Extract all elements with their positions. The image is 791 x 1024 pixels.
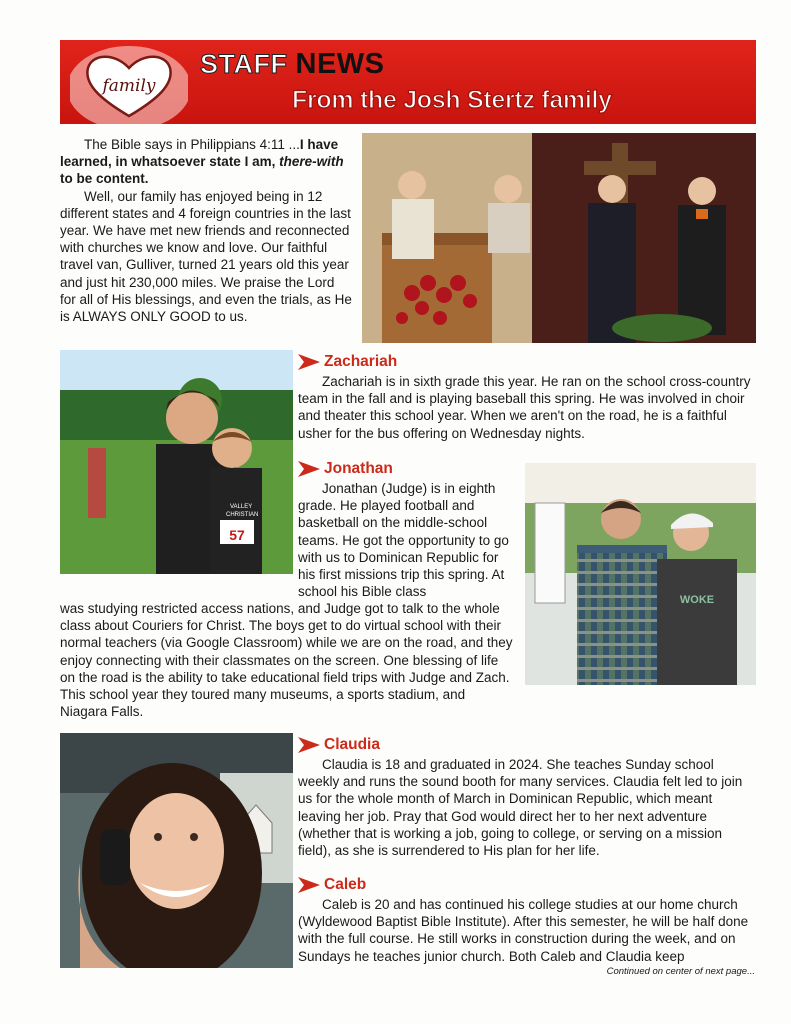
banner-title xyxy=(200,48,385,81)
banner-subtitle: From the Josh Stertz family xyxy=(292,86,612,114)
heading-jonathan xyxy=(298,460,393,478)
family-heart-logo xyxy=(70,44,188,124)
red-arrow-icon xyxy=(298,461,320,477)
bib-line-2: CHRISTIAN xyxy=(226,512,259,518)
jonathan-body-b: was studying restricted access nations, and Judge got to talk to the whole class about Couriers for Christ. The boys get to do virtual school with their normal teachers (via Google Classroom) while we are on the road, and they enjoy connecting with their classmates on the screen. One blessing of life on the road is the ability to take educational field trips with Judge and Zach. This school year they toured many museums, a sports stadium, and Niagara Falls. xyxy=(60,601,513,720)
shirt-text: WOKE xyxy=(679,594,715,606)
zachariah-text xyxy=(298,373,756,442)
staff-label: STAFF xyxy=(200,49,288,79)
intro-text xyxy=(60,136,352,325)
heading-claudia xyxy=(298,736,380,754)
jonathan-body-a: Jonathan (Judge) is in eighth grade. He played football and basketball on the middle-school teams. He got the opportunity to go with us to Dominican Republic for his first missions trip this spring. At school his Bible class xyxy=(298,481,509,600)
intro-paragraph-1 xyxy=(60,136,352,188)
caleb-text xyxy=(298,896,756,965)
jonathan-text-column xyxy=(298,480,516,600)
heading-zachariah xyxy=(298,353,397,371)
jonathan-photo xyxy=(525,463,756,685)
continued-note: Continued on center of next page... xyxy=(606,966,755,977)
zachariah-body: Zachariah is in sixth grade this year. He ran on the school cross-country team in the fall and is playing baseball this spring. He was involved in choir and theater this school year. When we aren't on the road, he is a faithful usher for the bus offering on Wednesday nights. xyxy=(298,374,751,441)
jonathan-text-wide xyxy=(60,600,516,720)
bib-number: 57 xyxy=(229,527,245,543)
zachariah-photo xyxy=(60,350,293,574)
claudia-text xyxy=(298,756,756,859)
intro-lead: The Bible says in Philippians 4:11 ... xyxy=(84,137,300,152)
caleb-name: Caleb xyxy=(324,876,367,893)
intro-quote: I have learned, in whatsoever state I am, there-with to be content. xyxy=(60,137,344,187)
claudia-body: Claudia is 18 and graduated in 2024. She teaches Sunday school weekly and runs the sound booth for many services. Claudia felt led to join us for the whole month of March in Dominican Republic, which meant leaving her job. Pray that God would direct her to her next adventure (whether that is working a job, going to college, or serving on a mission field), as she is surrendered to His plan for her life. xyxy=(298,757,743,859)
red-arrow-icon xyxy=(298,877,320,893)
caleb-body: Caleb is 20 and has continued his college studies at our home church (Wyldewood Baptist Bible Institute). After this semester, he will be half done with the full course. He still works in construction during the week, and on Sundays he teaches junior church. Both Caleb and Claudia keep xyxy=(298,897,749,964)
intro-paragraph-2: Well, our family has enjoyed being in 12 different states and 4 foreign countries in the last year. We have met new friends and reconnected with churches we know and love. Our faithful travel van, Gulliver, turned 21 years old this year and just hit 230,000 miles. We praise the Lord for all of His blessings, and even the trials, as He is ALWAYS ONLY GOOD to us. xyxy=(60,188,352,325)
family-singing-photo xyxy=(362,133,756,343)
zachariah-name: Zachariah xyxy=(324,353,398,370)
news-label: NEWS xyxy=(295,48,385,80)
bib-line-1: VALLEY xyxy=(230,504,253,510)
jonathan-name: Jonathan xyxy=(324,460,393,477)
heading-caleb xyxy=(298,876,366,894)
logo-text: family xyxy=(102,76,156,96)
staff-news-banner xyxy=(60,40,756,124)
red-arrow-icon xyxy=(298,354,320,370)
claudia-photo xyxy=(60,733,293,968)
red-arrow-icon xyxy=(298,737,320,753)
claudia-name: Claudia xyxy=(324,736,380,753)
